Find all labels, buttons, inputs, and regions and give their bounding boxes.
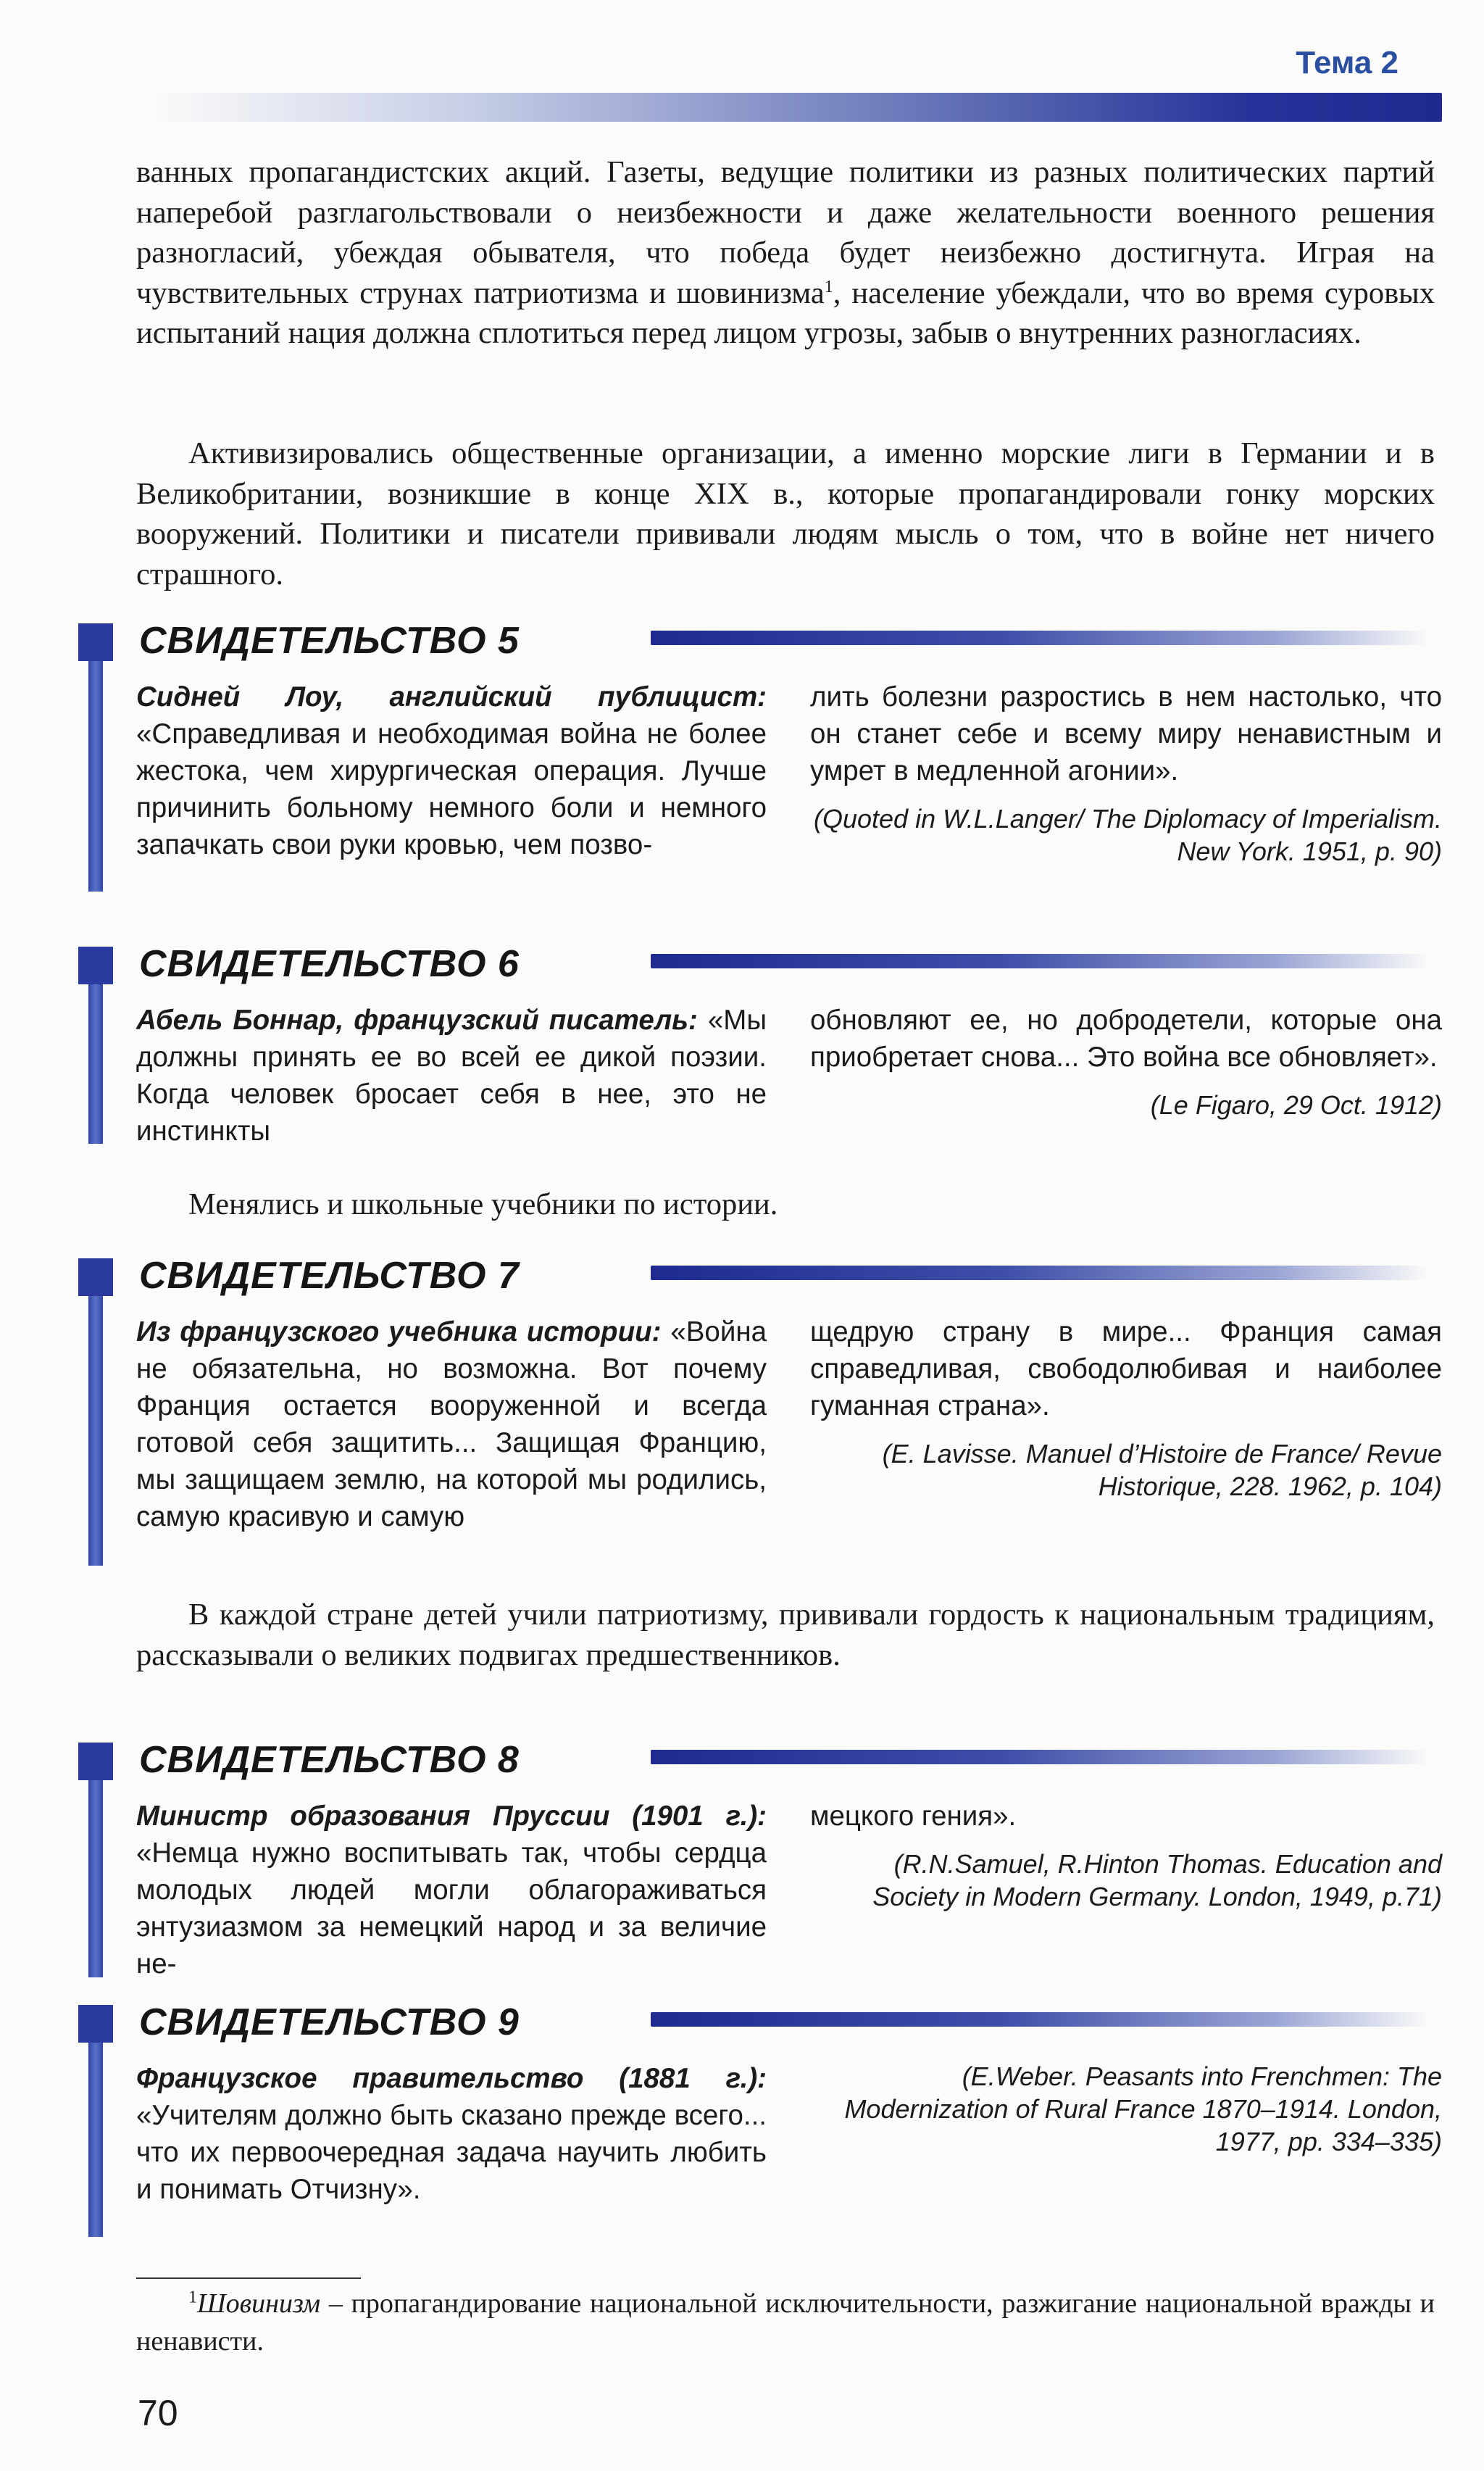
testimony-continued-text: обновляют ее, но добродетели, которые она приобретает снова... Это война все обновляет». <box>810 1005 1442 1073</box>
section-marker <box>78 947 113 984</box>
testimony-author: Из французского учебника истории: <box>136 1316 662 1347</box>
footnote-text: – пропагандирование национальной исключительности, разжигание национальной вражды и ненависти. <box>136 2288 1435 2356</box>
testimony-author: Министр образования Пруссии (1901 г.): <box>136 1801 767 1832</box>
testimony-author: Сидней Лоу, английский публицист: <box>136 681 767 713</box>
testimony-right-column <box>810 678 1442 868</box>
testimony-text: «Учителям должно быть сказано прежде всего... что их первоочередная задача научить любить и понимать Отчизну». <box>136 2100 767 2205</box>
paragraph-1 <box>136 152 1435 354</box>
testimony-right-column <box>810 1313 1442 1503</box>
section-bar <box>88 1780 103 1977</box>
section-marker <box>78 623 113 661</box>
testimony-author: Абель Боннар, французский писатель: <box>136 1005 698 1036</box>
title-rule <box>651 1266 1429 1280</box>
paragraph-1-text: ванных пропагандистских акций. Газеты, ведущие политики из разных политических партий наперебой разглагольствовали о неизбежности и даже желательности военного решения разногласий, убеждая обывателя, что победа будет неизбежно достигнута. Играя на чувствительных струнах патриотизма и шовинизма <box>136 155 1435 310</box>
title-rule <box>651 2012 1429 2027</box>
section-marker <box>78 2005 113 2043</box>
title-rule <box>651 631 1429 645</box>
testimony-source: (R.N.Samuel, R.Hinton Thomas. Education and Society in Modern Germany. London, 1949, p.71) <box>872 1849 1442 1911</box>
testimony-source: (E.Weber. Peasants into Frenchmen: The Modernization of Rural France 1870–1914. London, 1977, pp. 334–335) <box>844 2061 1442 2156</box>
paragraph-2: Активизировались общественные организации, а именно морские лиги в Германии и в Великобритании, возникшие в конце XIX в., которые пропагандировали гонку морских вооружений. Политики и писатели прививали людям мысль о том, что в войне нет ничего страшного. <box>136 436 1435 591</box>
testimony-right-column <box>810 2060 1442 2158</box>
page-number: 70 <box>138 2393 178 2433</box>
testimony-left-column <box>136 2060 767 2208</box>
testimony-left-column <box>136 1798 767 1982</box>
header-band <box>152 93 1442 122</box>
testimony-9 <box>78 2001 1443 2244</box>
testimony-5 <box>78 620 1443 899</box>
footnote-rule <box>136 2277 361 2279</box>
testimony-continued-text: щедрую страну в мире... Франция самая справедливая, свободолюбивая и наиболее гуманная страна». <box>810 1316 1442 1421</box>
testimony-7 <box>78 1255 1443 1577</box>
testimony-6 <box>78 943 1443 1157</box>
testimony-author: Французское правительство (1881 г.): <box>136 2063 767 2094</box>
testimony-text: «Война не обязательна, но возможна. Вот почему Франция остается вооруженной и всегда готовой себя защитить... Защищая Францию, мы защищаем землю, на которой мы родились, самую красивую и самую <box>136 1316 767 1532</box>
section-bar <box>88 661 103 892</box>
section-marker <box>78 1258 113 1296</box>
paragraph-4: В каждой стране детей учили патриотизму, прививали гордость к национальным традициям, рассказывали о великих подвигах предшественников. <box>136 1598 1435 1672</box>
footnote-number: 1 <box>188 2288 197 2307</box>
testimony-left-column <box>136 1313 767 1535</box>
testimony-continued-text: лить болезни разростись в нем настолько, что он станет себе и всему миру ненавистным и умрет в медленной агонии». <box>810 681 1442 786</box>
section-bar <box>88 2043 103 2237</box>
testimony-title: СВИДЕТЕЛЬСТВО 6 <box>139 943 520 985</box>
section-bar <box>88 984 103 1144</box>
testimony-left-column <box>136 678 767 863</box>
testimony-source: (E. Lavisse. Manuel d’Histoire de France/ Revue Historique, 228. 1962, p. 104) <box>882 1439 1442 1501</box>
paragraph-1-end: , население убеждали, что во время суровых испытаний нация должна сплотиться перед лицом угрозы, забыв о внутренних разногласиях. <box>136 275 1435 350</box>
testimony-title: СВИДЕТЕЛЬСТВО 9 <box>139 2001 520 2043</box>
testimony-text: «Мы должны принять ее во всей ее дикой поэзии. Когда человек бросает себя в нее, это не инстинкты <box>136 1005 767 1147</box>
testimony-right-column <box>810 1798 1442 1913</box>
testimony-left-column <box>136 1002 767 1150</box>
testimony-8 <box>78 1739 1443 1989</box>
footnote-ref[interactable]: 1 <box>824 277 833 296</box>
topic-label: Тема 2 <box>1296 45 1398 80</box>
paragraph-3: Менялись и школьные учебники по истории. <box>188 1187 778 1221</box>
testimony-source: (Quoted in W.L.Langer/ The Diplomacy of Imperialism. New York. 1951, p. 90) <box>813 804 1442 866</box>
testimony-title: СВИДЕТЕЛЬСТВО 7 <box>139 1255 520 1297</box>
testimony-text: «Немца нужно воспитывать так, чтобы сердца молодых людей могли облагораживаться энтузиазмом за немецкий народ и за величие не- <box>136 1837 767 1980</box>
testimony-source: (Le Figaro, 29 Oct. 1912) <box>1150 1090 1442 1120</box>
testimony-continued-text: мецкого гения». <box>810 1801 1017 1832</box>
footnote <box>136 2285 1435 2360</box>
testimony-title: СВИДЕТЕЛЬСТВО 5 <box>139 620 520 662</box>
section-marker <box>78 1743 113 1780</box>
testimony-title: СВИДЕТЕЛЬСТВО 8 <box>139 1739 520 1781</box>
testimony-right-column <box>810 1002 1442 1121</box>
footnote-term: Шовинизм <box>197 2288 321 2319</box>
title-rule <box>651 1750 1429 1764</box>
title-rule <box>651 954 1429 968</box>
section-bar <box>88 1296 103 1566</box>
testimony-text: «Справедливая и необходимая война не более жестока, чем хирургическая операция. Лучше причинить больному немного боли и немного запачкать свои руки кровью, чем позво- <box>136 718 767 860</box>
